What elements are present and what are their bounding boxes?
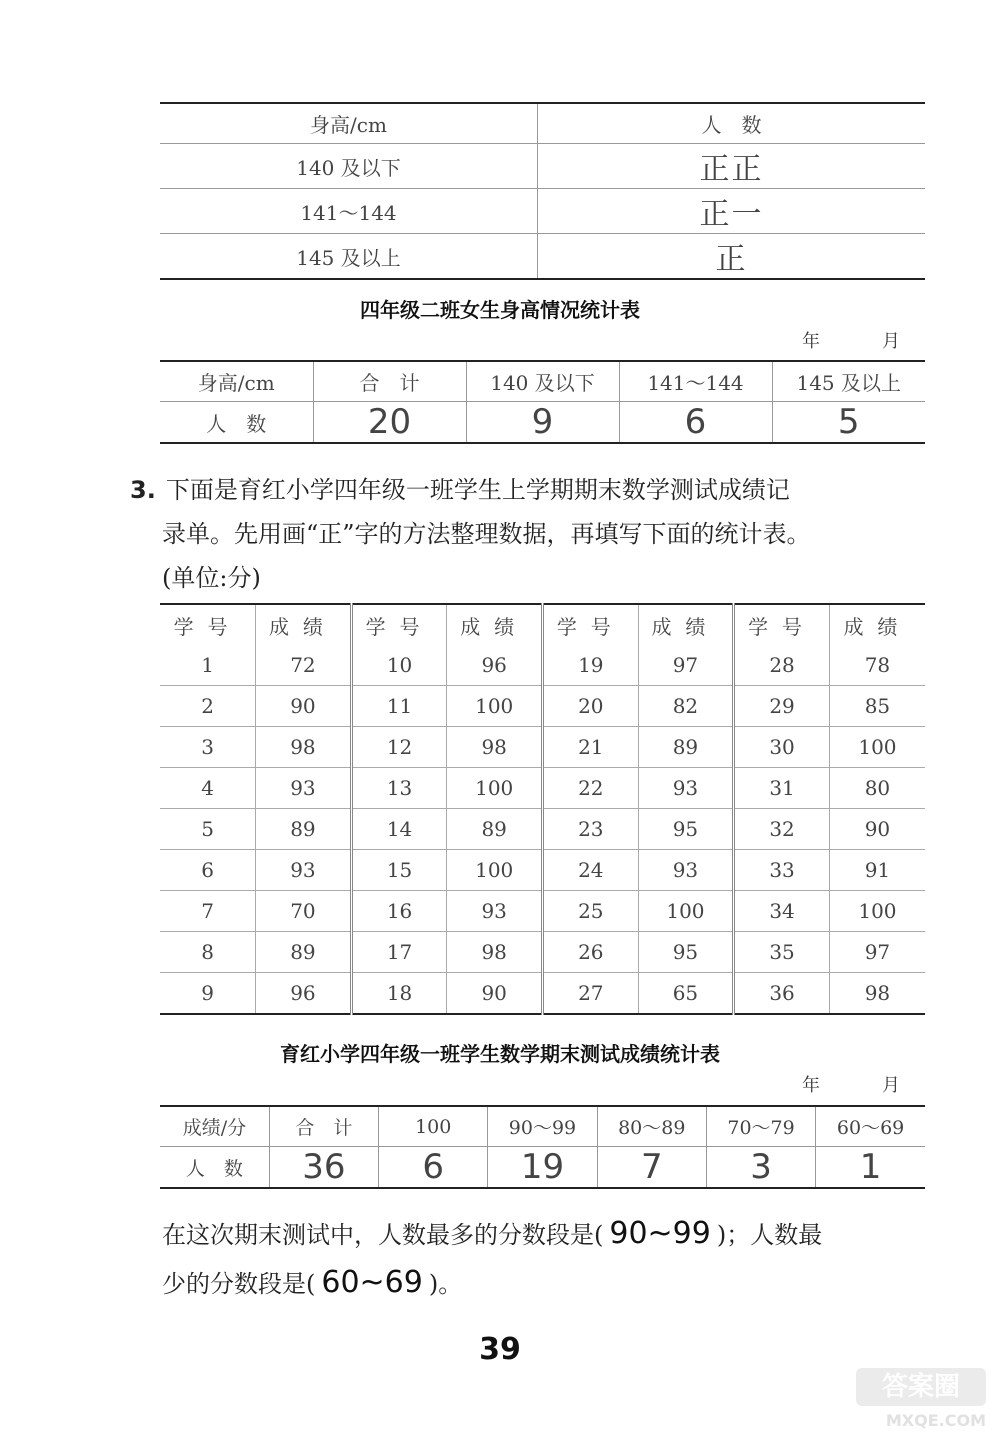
handwritten-value: 5	[837, 402, 860, 442]
question-line: 录单。先用画“正”字的方法整理数据，再填写下面的统计表。	[162, 520, 811, 548]
student-id-cell: 19	[543, 645, 639, 686]
student-id-cell: 4	[160, 768, 256, 809]
header-cell: 成绩/分	[160, 1106, 269, 1147]
handwritten-value: 19	[488, 1147, 597, 1189]
table-row	[160, 973, 925, 1015]
score-cell: 98	[447, 727, 543, 768]
watermark-logo: 答案圈	[856, 1368, 986, 1406]
student-id-cell: 34	[734, 891, 830, 932]
score-cell: 82	[638, 686, 734, 727]
score-cell: 78	[829, 645, 925, 686]
student-id-cell: 7	[160, 891, 256, 932]
question-line: 下面是育红小学四年级一班学生上学期期末数学测试成绩记	[165, 476, 790, 504]
table-row	[160, 891, 925, 932]
score-cell: 65	[638, 973, 734, 1015]
student-id-cell: 8	[160, 932, 256, 973]
score-cell: 98	[864, 981, 891, 1005]
table2-title: 四年级二班女生身高情况统计表	[360, 298, 640, 322]
student-id-cell: 28	[734, 645, 830, 686]
student-id-cell: 10	[351, 645, 447, 686]
student-id-cell: 16	[351, 891, 447, 932]
table-row	[160, 809, 925, 850]
student-id-cell: 29	[734, 686, 830, 727]
student-id-cell: 33	[734, 850, 830, 891]
girls-height-stat-table	[160, 360, 925, 444]
student-id-cell: 9	[160, 973, 256, 1015]
score-cell: 89	[447, 809, 543, 850]
table-row	[160, 686, 925, 727]
score-cell: 93	[256, 850, 352, 891]
score-cell: 80	[829, 768, 925, 809]
score-stat-table	[160, 1105, 925, 1189]
score-cell: 70	[256, 891, 352, 932]
student-id-cell: 2	[160, 686, 256, 727]
header-cell: 身高/cm	[160, 361, 313, 402]
score-cell: 90	[447, 973, 543, 1015]
header-cell: 145 及以上	[772, 361, 925, 402]
student-id-cell: 18	[351, 973, 447, 1015]
row-label: 人 数	[160, 1147, 269, 1189]
score-cell: 100	[829, 727, 925, 768]
handwritten-value: 6	[619, 402, 772, 444]
question-line: (单位:分)	[162, 564, 261, 592]
handwritten-value: 36	[269, 1147, 378, 1189]
score-cell: 72	[256, 645, 352, 686]
header-cell: 140 及以下	[466, 361, 619, 402]
score-cell: 85	[829, 686, 925, 727]
score-cell: 100	[829, 891, 925, 932]
score-cell: 95	[638, 932, 734, 973]
table4-date: 年 月	[802, 1075, 922, 1096]
score-cell: 89	[256, 932, 352, 973]
handwritten-value: 3	[706, 1147, 815, 1189]
row-label: 145 及以上	[160, 234, 538, 280]
header-score: 成绩	[843, 614, 912, 639]
score-cell: 100	[638, 891, 734, 932]
table2-date: 年 月	[802, 331, 922, 352]
student-id-cell: 1	[160, 645, 256, 686]
score-cell: 98	[447, 932, 543, 973]
student-id-cell: 5	[160, 809, 256, 850]
score-cell: 91	[829, 850, 925, 891]
student-id-cell: 36	[734, 973, 830, 1015]
score-cell: 97	[638, 645, 734, 686]
question-3	[130, 468, 930, 600]
student-id-cell: 35	[734, 932, 830, 973]
student-id-cell: 27	[543, 973, 639, 1015]
student-id-cell: 12	[351, 727, 447, 768]
table-row	[160, 850, 925, 891]
student-id-cell: 15	[351, 850, 447, 891]
row-label: 140 及以下	[160, 144, 538, 189]
header-cell: 141～144	[619, 361, 772, 402]
student-id-cell: 31	[734, 768, 830, 809]
watermark	[820, 1366, 990, 1430]
tally-mark: 正	[715, 242, 748, 277]
student-id-cell: 23	[543, 809, 639, 850]
table-row	[160, 768, 925, 809]
table-row	[160, 727, 925, 768]
score-cell: 97	[829, 932, 925, 973]
header-height: 身高/cm	[160, 103, 538, 144]
header-id: 学号	[543, 604, 639, 645]
header-count: 人 数	[538, 103, 926, 144]
handwritten-value: 6	[379, 1147, 488, 1189]
score-record-table	[160, 603, 925, 1015]
student-id-cell: 22	[543, 768, 639, 809]
handwritten-value: 1	[859, 1147, 882, 1187]
watermark-url: MXQE.COM	[885, 1411, 986, 1430]
handwritten-answer: 90~99	[609, 1216, 711, 1251]
header-id: 学号	[351, 604, 447, 645]
header-score: 成绩	[638, 604, 734, 645]
page-number: 39	[479, 1332, 521, 1367]
student-id-cell: 32	[734, 809, 830, 850]
answer-part: )。	[428, 1270, 463, 1298]
student-id-cell: 17	[351, 932, 447, 973]
student-id-cell: 30	[734, 727, 830, 768]
header-cell: 70～79	[706, 1106, 815, 1147]
header-cell: 100	[379, 1106, 488, 1147]
score-cell: 93	[447, 891, 543, 932]
student-id-cell: 14	[351, 809, 447, 850]
header-score: 成绩	[447, 604, 543, 645]
score-cell: 100	[447, 686, 543, 727]
handwritten-value: 9	[466, 402, 619, 444]
handwritten-value: 20	[313, 402, 466, 444]
score-cell: 89	[638, 727, 734, 768]
height-tally-table	[160, 102, 925, 280]
score-cell: 93	[638, 768, 734, 809]
score-cell: 100	[447, 768, 543, 809]
answer-part: 少的分数段是(	[162, 1270, 316, 1298]
header-cell: 合 计	[269, 1106, 378, 1147]
score-cell: 95	[638, 809, 734, 850]
student-id-cell: 11	[351, 686, 447, 727]
row-label: 141～144	[160, 189, 538, 234]
score-cell: 90	[256, 686, 352, 727]
tally-mark: 正正	[538, 144, 926, 189]
table4-title: 育红小学四年级一班学生数学期末测试成绩统计表	[280, 1042, 720, 1066]
header-cell: 80～89	[597, 1106, 706, 1147]
student-id-cell: 3	[160, 727, 256, 768]
handwritten-answer: 60~69	[321, 1265, 423, 1300]
score-cell: 89	[256, 809, 352, 850]
row-label: 人 数	[160, 402, 313, 444]
header-id: 学号	[734, 604, 830, 645]
student-id-cell: 13	[351, 768, 447, 809]
question-number: 3.	[130, 476, 156, 504]
answer-part: 在这次期末测试中，人数最多的分数段是(	[162, 1221, 604, 1249]
table-row	[160, 932, 925, 973]
score-cell: 90	[829, 809, 925, 850]
student-id-cell: 21	[543, 727, 639, 768]
header-id: 学号	[160, 604, 256, 645]
student-id-cell: 6	[160, 850, 256, 891]
header-cell: 60～69	[816, 1106, 925, 1147]
score-cell: 96	[447, 645, 543, 686]
student-id-cell: 20	[543, 686, 639, 727]
student-id-cell: 24	[543, 850, 639, 891]
answer-text	[162, 1210, 932, 1308]
score-cell: 98	[256, 727, 352, 768]
tally-mark: 正一	[538, 189, 926, 234]
header-cell: 90～99	[488, 1106, 597, 1147]
score-cell: 96	[256, 973, 352, 1015]
student-id-cell: 26	[543, 932, 639, 973]
student-id-cell: 25	[543, 891, 639, 932]
score-cell: 93	[256, 768, 352, 809]
table-row	[160, 645, 925, 686]
answer-part: )；人数最	[716, 1221, 823, 1249]
score-cell: 100	[447, 850, 543, 891]
header-cell: 合 计	[313, 361, 466, 402]
score-cell: 93	[638, 850, 734, 891]
header-score: 成绩	[256, 604, 352, 645]
handwritten-value: 7	[597, 1147, 706, 1189]
